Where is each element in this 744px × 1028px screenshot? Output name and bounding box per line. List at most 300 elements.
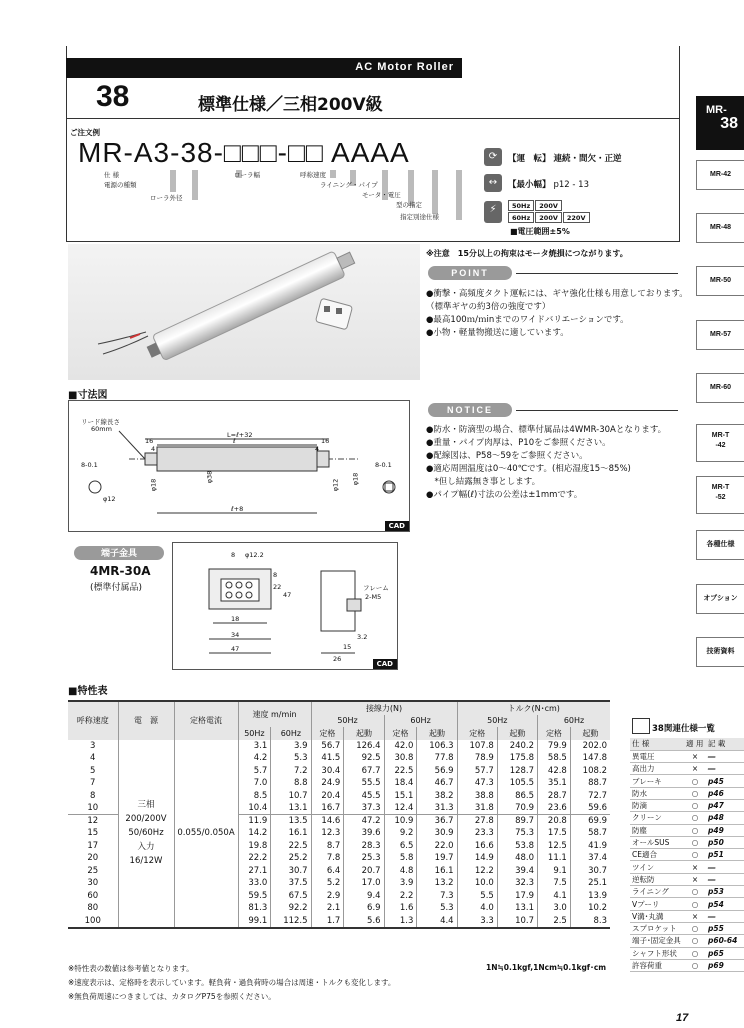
operation-label: 【運 転】 bbox=[508, 154, 551, 164]
related-cell: ― bbox=[706, 763, 744, 775]
table-cell: 37.5 bbox=[271, 877, 311, 890]
related-cell: ○ bbox=[684, 849, 706, 861]
table-cell: 92.2 bbox=[271, 902, 311, 915]
tolerance-label: 8-0.1 bbox=[375, 461, 392, 469]
code-marker bbox=[330, 170, 336, 178]
dim-label: φ12.2 bbox=[245, 551, 264, 559]
code-label: ライニング・パイプ bbox=[320, 181, 378, 189]
table-cell: 53.8 bbox=[497, 840, 537, 853]
table-cell: 10.9 bbox=[384, 815, 417, 828]
table-cell: 15.1 bbox=[384, 790, 417, 803]
table-cell: 4 bbox=[90, 753, 96, 764]
related-row bbox=[630, 935, 744, 947]
table-cell: 80 bbox=[87, 903, 99, 914]
table-cell: 30.4 bbox=[311, 765, 344, 778]
related-cell: 防塵 bbox=[630, 824, 684, 836]
table-cell: 4.8 bbox=[384, 865, 417, 878]
point-list bbox=[426, 288, 688, 340]
table-cell: 18.4 bbox=[384, 777, 417, 790]
table-cell: 22.5 bbox=[384, 765, 417, 778]
order-example-label: ご注文例 bbox=[70, 128, 100, 137]
code-label: ローラ幅 bbox=[234, 171, 260, 179]
table-cell: 9.2 bbox=[384, 827, 417, 840]
tab-mr-t-52[interactable]: MR-T -52 bbox=[696, 476, 744, 514]
tab-mr-38[interactable]: MR- 38 bbox=[696, 96, 744, 150]
table-cell: 58.7 bbox=[570, 827, 610, 840]
related-cell: p47 bbox=[706, 799, 744, 811]
related-cell: ○ bbox=[684, 947, 706, 959]
cad-badge[interactable]: CAD bbox=[373, 659, 397, 669]
table-cell: 5 bbox=[90, 765, 96, 776]
table-cell: 23.3 bbox=[457, 827, 497, 840]
voltage-box: 220V bbox=[563, 212, 590, 223]
related-row bbox=[630, 886, 744, 898]
related-cell: × bbox=[684, 763, 706, 775]
table-cell: 5.7 bbox=[238, 765, 271, 778]
table-cell: 7.2 bbox=[271, 765, 311, 778]
lead-wire-label: リード線長さ bbox=[81, 418, 120, 426]
table-cell: 70.9 bbox=[497, 802, 537, 815]
power-line: 16/12W bbox=[129, 856, 163, 867]
related-cell: p50 bbox=[706, 836, 744, 848]
table-cell: 75.3 bbox=[497, 827, 537, 840]
col-header: 接線力(N) bbox=[311, 702, 457, 715]
table-cell: 175.8 bbox=[497, 752, 537, 765]
related-row bbox=[630, 750, 744, 762]
code-marker bbox=[170, 170, 176, 192]
table-cell: 25.3 bbox=[344, 852, 384, 865]
table-cell: 42.8 bbox=[538, 765, 571, 778]
table-cell: 69.9 bbox=[570, 815, 610, 828]
page-number: 17 bbox=[676, 1012, 689, 1024]
related-cell: ○ bbox=[684, 935, 706, 947]
dim-label: 18 bbox=[231, 615, 240, 623]
col-header: 定格電流 bbox=[174, 702, 238, 740]
col-header: 起動 bbox=[344, 727, 384, 740]
list-item: （標準ギヤの約3倍の強度です） bbox=[426, 302, 551, 312]
power-line: 50/60Hz bbox=[128, 828, 164, 839]
code-label: ローラ外径 bbox=[150, 194, 183, 202]
table-cell: 8 bbox=[90, 790, 96, 801]
related-cell: ○ bbox=[684, 787, 706, 799]
related-cell: 逆転防 bbox=[630, 873, 684, 885]
dim-label: 15 bbox=[343, 643, 352, 651]
col-header: 呼称速度 bbox=[68, 702, 118, 740]
table-cell: 27.1 bbox=[238, 865, 271, 878]
freq-50-box: 50Hz bbox=[508, 200, 534, 211]
divider bbox=[516, 273, 678, 274]
table-cell: 8.8 bbox=[271, 777, 311, 790]
table-cell: 60 bbox=[87, 890, 99, 901]
freq-60-box: 60Hz bbox=[508, 212, 534, 223]
table-cell: 13.9 bbox=[570, 890, 610, 903]
table-cell: 17.9 bbox=[497, 890, 537, 903]
related-cell: p65 bbox=[706, 947, 744, 959]
table-cell: 11.1 bbox=[538, 852, 571, 865]
table-cell: 15 bbox=[87, 828, 99, 839]
table-cell: 30 bbox=[87, 878, 99, 889]
table-cell: 39.6 bbox=[344, 827, 384, 840]
related-row bbox=[630, 775, 744, 787]
table-cell: 6.4 bbox=[311, 865, 344, 878]
table-cell: 240.2 bbox=[497, 740, 537, 753]
related-cell: p45 bbox=[706, 775, 744, 787]
table-cell: 12.4 bbox=[384, 802, 417, 815]
related-cell: ○ bbox=[684, 886, 706, 898]
table-cell: 37.4 bbox=[570, 852, 610, 865]
tab-mr-57[interactable]: MR-57 bbox=[696, 320, 744, 350]
table-cell: 6.5 bbox=[384, 840, 417, 853]
related-cell: V溝･丸溝 bbox=[630, 910, 684, 922]
voltage-box: 200V bbox=[535, 212, 562, 223]
table-cell: 58.5 bbox=[538, 752, 571, 765]
related-cell: 端子･固定金具 bbox=[630, 935, 684, 947]
related-row bbox=[630, 861, 744, 873]
divider bbox=[66, 118, 680, 119]
table-cell: 4.1 bbox=[538, 890, 571, 903]
related-cell: p53 bbox=[706, 886, 744, 898]
list-item: ●衝撃・高頻度タクト運転には、ギヤ強化仕様も用意しております。 bbox=[426, 289, 688, 299]
tab-mr-60[interactable]: MR-60 bbox=[696, 373, 744, 403]
related-cell: ○ bbox=[684, 775, 706, 787]
table-cell: 3.9 bbox=[271, 740, 311, 753]
related-cell: ブレーキ bbox=[630, 775, 684, 787]
related-row bbox=[630, 947, 744, 959]
related-row bbox=[630, 910, 744, 922]
tab-tech-data[interactable]: 技術資料 bbox=[696, 637, 744, 667]
list-item: ●防水・防滴型の場合、標準付属品は4WMR-30Aとなります。 bbox=[426, 425, 667, 435]
note: ※特性表の数値は参考値となります。 bbox=[68, 964, 194, 973]
table-cell: 100 bbox=[84, 915, 101, 926]
col-header: 起動 bbox=[570, 727, 610, 740]
operation-value: 連続・間欠・正逆 bbox=[553, 154, 622, 164]
table-cell: 13.1 bbox=[271, 802, 311, 815]
related-row bbox=[630, 836, 744, 848]
tab-mr-t-42[interactable]: MR-T -42 bbox=[696, 424, 744, 462]
table-cell: 47.2 bbox=[344, 815, 384, 828]
dim-label: 8 bbox=[231, 551, 236, 559]
related-cell: ○ bbox=[684, 824, 706, 836]
table-cell: 55.5 bbox=[344, 777, 384, 790]
col-header: 定格 bbox=[538, 727, 571, 740]
documents-icon bbox=[632, 718, 650, 734]
table-row bbox=[68, 740, 610, 753]
related-cell: CE適合 bbox=[630, 849, 684, 861]
table-cell: 14.6 bbox=[311, 815, 344, 828]
table-cell: 36.7 bbox=[417, 815, 457, 828]
table-cell: 16.1 bbox=[417, 865, 457, 878]
related-cell: p48 bbox=[706, 812, 744, 824]
table-cell: 19.8 bbox=[238, 840, 271, 853]
table-cell: 31.8 bbox=[457, 802, 497, 815]
tab-options[interactable]: オプション bbox=[696, 584, 744, 614]
related-row bbox=[630, 959, 744, 971]
table-cell: 147.8 bbox=[570, 752, 610, 765]
dim-label: 8 bbox=[273, 571, 278, 579]
table-cell: 81.3 bbox=[238, 902, 271, 915]
product-photo bbox=[68, 244, 420, 380]
col-header: 適 用 bbox=[684, 738, 706, 750]
table-cell: 59.6 bbox=[570, 802, 610, 815]
col-header: 電 源 bbox=[118, 702, 174, 740]
list-item: *但し結露無き事とします。 bbox=[426, 477, 541, 487]
col-header: 起動 bbox=[417, 727, 457, 740]
table-cell: 4.4 bbox=[417, 915, 457, 928]
table-cell: 3 bbox=[90, 740, 96, 751]
table-cell: 126.4 bbox=[344, 740, 384, 753]
dim-label: 34 bbox=[231, 631, 240, 639]
table-cell: 13.1 bbox=[497, 902, 537, 915]
characteristics-table-wrap bbox=[68, 700, 610, 929]
related-cell: p46 bbox=[706, 787, 744, 799]
related-row bbox=[630, 824, 744, 836]
col-header: 記 載 bbox=[706, 738, 744, 750]
table-cell: 67.7 bbox=[344, 765, 384, 778]
table-cell: 14.9 bbox=[457, 852, 497, 865]
table-cell: 7.5 bbox=[538, 877, 571, 890]
table-cell: 35.1 bbox=[538, 777, 571, 790]
table-cell: 13.2 bbox=[417, 877, 457, 890]
note: ※速度表示は、定格時を表示しています。軽負荷・過負荷時の場合は周速・トルクも変化します。 bbox=[68, 978, 396, 987]
table-cell: 39.4 bbox=[497, 865, 537, 878]
table-cell: 31.3 bbox=[417, 802, 457, 815]
col-header: 定格 bbox=[384, 727, 417, 740]
code-marker bbox=[192, 170, 198, 200]
table-cell: 59.5 bbox=[238, 890, 271, 903]
tab-mr-50[interactable]: MR-50 bbox=[696, 266, 744, 296]
table-cell: 72.7 bbox=[570, 790, 610, 803]
rotation-icon: ⟳ bbox=[484, 148, 502, 166]
related-cell: × bbox=[684, 910, 706, 922]
table-cell: 12.2 bbox=[457, 865, 497, 878]
table-cell: 7.0 bbox=[238, 777, 271, 790]
table-cell: 41.5 bbox=[311, 752, 344, 765]
list-item: ●適応周囲温度は0～40℃です。(相応湿度15～85%) bbox=[426, 464, 631, 474]
table-cell: 56.9 bbox=[417, 765, 457, 778]
related-cell: × bbox=[684, 861, 706, 873]
dimension-drawing bbox=[68, 400, 410, 532]
table-cell: 23.6 bbox=[538, 802, 571, 815]
col-header: 速度 m/min bbox=[238, 702, 311, 727]
related-row bbox=[630, 763, 744, 775]
related-row bbox=[630, 787, 744, 799]
col-header: トルク(N･cm) bbox=[457, 702, 610, 715]
related-cell: p55 bbox=[706, 922, 744, 934]
table-cell: 20.4 bbox=[311, 790, 344, 803]
col-header: 60Hz bbox=[384, 715, 457, 728]
table-cell: 11.9 bbox=[238, 815, 271, 828]
table-cell: 202.0 bbox=[570, 740, 610, 753]
lightning-icon: ⚡ bbox=[484, 201, 502, 223]
code-marker bbox=[432, 170, 438, 214]
current-cell: 0.055/0.050A bbox=[174, 740, 238, 928]
related-cell: ○ bbox=[684, 959, 706, 971]
ell-label: ℓ bbox=[233, 437, 236, 445]
table-cell: 12.3 bbox=[311, 827, 344, 840]
table-cell: 56.7 bbox=[311, 740, 344, 753]
col-header: 50Hz bbox=[457, 715, 537, 728]
table-cell: 7.3 bbox=[417, 890, 457, 903]
related-row bbox=[630, 812, 744, 824]
col-header: 定格 bbox=[311, 727, 344, 740]
related-cell: p49 bbox=[706, 824, 744, 836]
terminal-model: 4MR-30A bbox=[90, 564, 151, 578]
voltage-box: 200V bbox=[535, 200, 562, 211]
dim-label: φ18 bbox=[351, 472, 360, 486]
table-cell: 28.7 bbox=[538, 790, 571, 803]
table-cell: 77.8 bbox=[417, 752, 457, 765]
related-cell: スプロケット bbox=[630, 922, 684, 934]
table-cell: 112.5 bbox=[271, 915, 311, 928]
table-cell: 33.0 bbox=[238, 877, 271, 890]
related-row bbox=[630, 922, 744, 934]
related-cell: オールSUS bbox=[630, 836, 684, 848]
table-cell: 25.1 bbox=[570, 877, 610, 890]
table-cell: 5.6 bbox=[344, 915, 384, 928]
table-cell: 2.9 bbox=[311, 890, 344, 903]
table-cell: 128.7 bbox=[497, 765, 537, 778]
table-cell: 3.0 bbox=[538, 902, 571, 915]
code-label: 仕 様 bbox=[104, 171, 120, 179]
table-cell: 67.5 bbox=[271, 890, 311, 903]
table-cell: 37.3 bbox=[344, 802, 384, 815]
dim-label: φ12 bbox=[103, 495, 116, 503]
related-cell: × bbox=[684, 750, 706, 762]
unit-note: 1N≒0.1kgf,1Ncm≒0.1kgf･cm bbox=[486, 963, 607, 972]
power-line: 入力 bbox=[137, 842, 155, 853]
min-width-value: p12 - 13 bbox=[553, 180, 589, 190]
related-cell: p51 bbox=[706, 849, 744, 861]
table-cell: 4.0 bbox=[457, 902, 497, 915]
table-cell: 9.1 bbox=[538, 865, 571, 878]
page-title: 標準仕様／三相200V級 bbox=[198, 95, 383, 115]
related-cell: 防水 bbox=[630, 787, 684, 799]
length-label: L=ℓ+32 bbox=[227, 431, 253, 439]
related-cell: p54 bbox=[706, 898, 744, 910]
table-cell: 30.7 bbox=[570, 865, 610, 878]
list-item: ●小物・軽量物搬送に適しています。 bbox=[426, 328, 569, 338]
table-cell: 32.3 bbox=[497, 877, 537, 890]
related-cell: ライニング bbox=[630, 886, 684, 898]
table-cell: 106.3 bbox=[417, 740, 457, 753]
table-cell: 8.3 bbox=[570, 915, 610, 928]
dim-label: 26 bbox=[333, 655, 342, 663]
related-cell: × bbox=[684, 873, 706, 885]
characteristics-table bbox=[68, 702, 610, 927]
dim-label: 47 bbox=[283, 591, 292, 599]
code-label: 型の指定 bbox=[396, 201, 422, 209]
related-title: 38関連仕様一覧 bbox=[652, 724, 715, 734]
voltage-range: ■電圧範囲±5% bbox=[510, 227, 570, 236]
table-cell: 17 bbox=[87, 840, 99, 851]
table-cell: 22.2 bbox=[238, 852, 271, 865]
code-label: 指定別途仕様 bbox=[400, 213, 439, 221]
dim-label: 47 bbox=[231, 645, 240, 653]
table-cell: 30.7 bbox=[271, 865, 311, 878]
table-cell: 9.4 bbox=[344, 890, 384, 903]
col-header: 60Hz bbox=[271, 727, 311, 740]
power-line: 200/200V bbox=[125, 814, 167, 825]
dim-label: φ38 bbox=[205, 470, 214, 484]
related-cell: ツイン bbox=[630, 861, 684, 873]
table-cell: 8.5 bbox=[238, 790, 271, 803]
list-item: ●重量・パイプ肉厚は、P10をご参照ください。 bbox=[426, 438, 611, 448]
table-cell: 48.0 bbox=[497, 852, 537, 865]
col-header: 起動 bbox=[497, 727, 537, 740]
terminal-note: (標準付属品) bbox=[90, 583, 143, 593]
section-dimensions: ■寸法図 bbox=[68, 390, 108, 401]
code-label: モータ・電圧 bbox=[362, 191, 401, 199]
tab-mr-42[interactable]: MR-42 bbox=[696, 160, 744, 190]
table-cell: 10.0 bbox=[457, 877, 497, 890]
dim-label: 16 bbox=[321, 437, 330, 445]
table-cell: 2.5 bbox=[538, 915, 571, 928]
table-cell: 13.5 bbox=[271, 815, 311, 828]
terminal-drawing bbox=[172, 542, 398, 670]
related-cell: Vプーリ bbox=[630, 898, 684, 910]
tab-mr-48[interactable]: MR-48 bbox=[696, 213, 744, 243]
table-cell: 20.7 bbox=[344, 865, 384, 878]
table-cell: 86.5 bbox=[497, 790, 537, 803]
dim-label: φ18 bbox=[149, 478, 158, 492]
table-cell: 88.7 bbox=[570, 777, 610, 790]
table-cell: 8.7 bbox=[311, 840, 344, 853]
table-cell: 20.8 bbox=[538, 815, 571, 828]
table-cell: 1.6 bbox=[384, 902, 417, 915]
table-cell: 14.2 bbox=[238, 827, 271, 840]
table-cell: 5.3 bbox=[417, 902, 457, 915]
table-cell: 5.5 bbox=[457, 890, 497, 903]
related-cell: ○ bbox=[684, 799, 706, 811]
table-cell: 16.7 bbox=[311, 802, 344, 815]
table-cell: 10.7 bbox=[271, 790, 311, 803]
list-item: ●配線図は、P58～59をご参照ください。 bbox=[426, 451, 588, 461]
table-cell: 78.9 bbox=[457, 752, 497, 765]
table-cell: 25 bbox=[87, 865, 99, 876]
table-cell: 99.1 bbox=[238, 915, 271, 928]
related-cell: 異電圧 bbox=[630, 750, 684, 762]
table-cell: 47.3 bbox=[457, 777, 497, 790]
col-header: 仕 様 bbox=[630, 738, 684, 750]
code-label: 電源の種類 bbox=[104, 181, 137, 189]
related-row bbox=[630, 898, 744, 910]
model-number: 38 bbox=[96, 80, 130, 113]
section-characteristics: ■特性表 bbox=[68, 686, 108, 697]
table-cell: 10 bbox=[87, 803, 99, 813]
related-row bbox=[630, 799, 744, 811]
table-cell: 10.2 bbox=[570, 902, 610, 915]
related-cell: ― bbox=[706, 861, 744, 873]
table-cell: 16.1 bbox=[271, 827, 311, 840]
dim-label: 3.2 bbox=[357, 633, 368, 641]
screw-label: 2-M5 bbox=[365, 593, 382, 601]
table-cell: 42.0 bbox=[384, 740, 417, 753]
table-cell: 1.3 bbox=[384, 915, 417, 928]
related-cell: p60-64 bbox=[706, 935, 744, 947]
col-header: 60Hz bbox=[538, 715, 610, 728]
terminal-pill: 端子金具 bbox=[74, 546, 164, 560]
table-cell: 24.9 bbox=[311, 777, 344, 790]
related-table-wrap bbox=[630, 738, 744, 972]
notice-list bbox=[426, 424, 666, 502]
dim-label: 22 bbox=[273, 583, 282, 591]
table-cell: 25.2 bbox=[271, 852, 311, 865]
cad-badge[interactable]: CAD bbox=[385, 521, 409, 531]
table-cell: 7 bbox=[90, 778, 96, 789]
table-cell: 5.2 bbox=[311, 877, 344, 890]
tab-specs[interactable]: 各種仕様 bbox=[696, 530, 744, 560]
code-marker bbox=[456, 170, 462, 220]
